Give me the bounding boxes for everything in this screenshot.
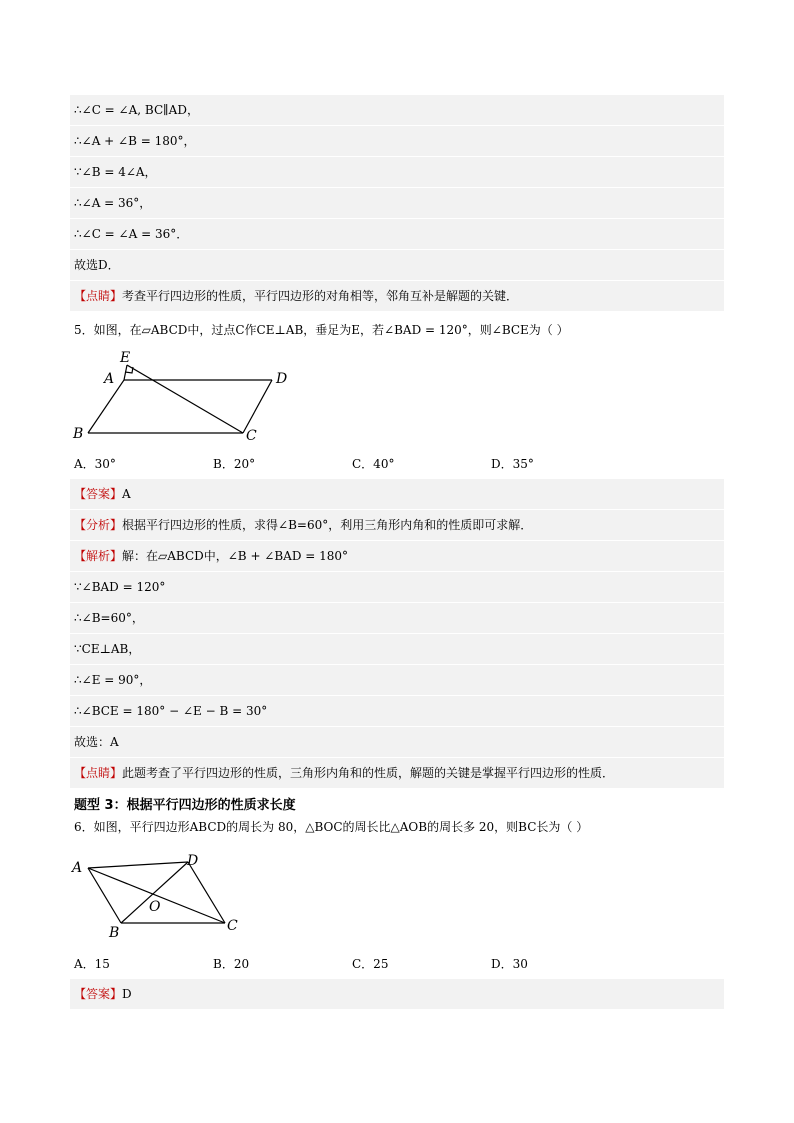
- solution-step: 故选：A: [70, 727, 724, 757]
- choice-d[interactable]: D．35°: [491, 457, 534, 471]
- label-c: C: [246, 428, 257, 444]
- solution-text: 解：在▱ABCD中，∠B + ∠BAD = 180°: [122, 549, 349, 563]
- label-b: B: [73, 426, 84, 442]
- segment-ba: [88, 868, 121, 923]
- analysis-line: [70, 510, 724, 540]
- solution-step: ∴∠B=60°，: [70, 603, 724, 633]
- proof-line: ∴∠C = ∠A = 36°．: [70, 219, 724, 249]
- choices-q5: [74, 455, 714, 472]
- proof-line: ∴∠A = 36°，: [70, 188, 724, 218]
- label-a: A: [104, 371, 115, 387]
- solution-step: ∴∠BCE = 180° − ∠E − B = 30°: [70, 696, 724, 726]
- solution-step: ∴∠E = 90°，: [70, 665, 724, 695]
- label-c: C: [227, 918, 238, 934]
- segment-dc: [243, 380, 272, 433]
- comment-tag: 【点睛】: [74, 766, 123, 780]
- question-5-stem: 5．如图，在▱ABCD中，过点C作CE⊥AB，垂足为E，若∠BAD = 120°，则∠BCE为（ ）: [74, 323, 569, 337]
- parallelogram-figure-q6: [70, 850, 250, 940]
- comment-text: 此题考查了平行四边形的性质，三角形内角和的性质，解题的关键是掌握平行四边形的性质．: [122, 766, 615, 780]
- proof-line: ∴∠A + ∠B = 180°，: [70, 126, 724, 156]
- answer-text: A: [122, 487, 131, 501]
- answer-line: [70, 479, 724, 509]
- analysis-tag: 【分析】: [74, 518, 123, 532]
- solution-tag: 【解析】: [74, 549, 123, 563]
- segment-ec: [127, 365, 243, 433]
- choice-a[interactable]: A．30°: [74, 457, 116, 471]
- choice-a[interactable]: A．15: [74, 957, 110, 971]
- segment-dc: [188, 862, 225, 923]
- solution-step: ∵CE⊥AB，: [70, 634, 724, 664]
- label-d: D: [276, 371, 288, 387]
- solution-step: ∵∠BAD = 120°: [70, 572, 724, 602]
- choice-b[interactable]: B．20: [213, 957, 250, 971]
- label-o: O: [149, 899, 161, 915]
- solution-line: [70, 541, 724, 571]
- comment-text: 考查平行四边形的性质，平行四边形的对角相等，邻角互补是解题的关键．: [122, 289, 519, 303]
- answer-line: [70, 979, 724, 1009]
- proof-line: 故选D．: [70, 250, 724, 280]
- comment-tag: 【点睛】: [74, 289, 123, 303]
- segment-ad: [88, 862, 188, 868]
- answer-text: D: [122, 987, 132, 1001]
- answer-tag: 【答案】: [74, 487, 123, 501]
- question-6-stem: 6．如图，平行四边形ABCD的周长为 80，△BOC的周长比△AOB的周长多 20，则BC长为（ ）: [74, 820, 589, 834]
- choice-d[interactable]: D．30: [491, 957, 528, 971]
- comment-line: [70, 281, 724, 311]
- label-a: A: [72, 860, 83, 876]
- choices-q6: [74, 955, 714, 972]
- parallelogram-figure-q5: [70, 348, 310, 443]
- section-heading: 题型 3：根据平行四边形的性质求长度: [74, 798, 296, 813]
- segment-ba: [88, 380, 124, 433]
- choice-b[interactable]: B．20°: [213, 457, 256, 471]
- label-d: D: [187, 853, 199, 869]
- proof-line: ∴∠C = ∠A, BC∥AD，: [70, 95, 724, 125]
- label-b: B: [109, 925, 120, 941]
- answer-tag: 【答案】: [74, 987, 123, 1001]
- analysis-text: 根据平行四边形的性质，求得∠B=60°，利用三角形内角和的性质即可求解．: [122, 518, 533, 532]
- choice-c[interactable]: C．40°: [352, 457, 395, 471]
- choice-c[interactable]: C．25: [352, 957, 389, 971]
- proof-line: ∵∠B = 4∠A，: [70, 157, 724, 187]
- label-e: E: [120, 350, 131, 366]
- comment-line: [70, 758, 724, 788]
